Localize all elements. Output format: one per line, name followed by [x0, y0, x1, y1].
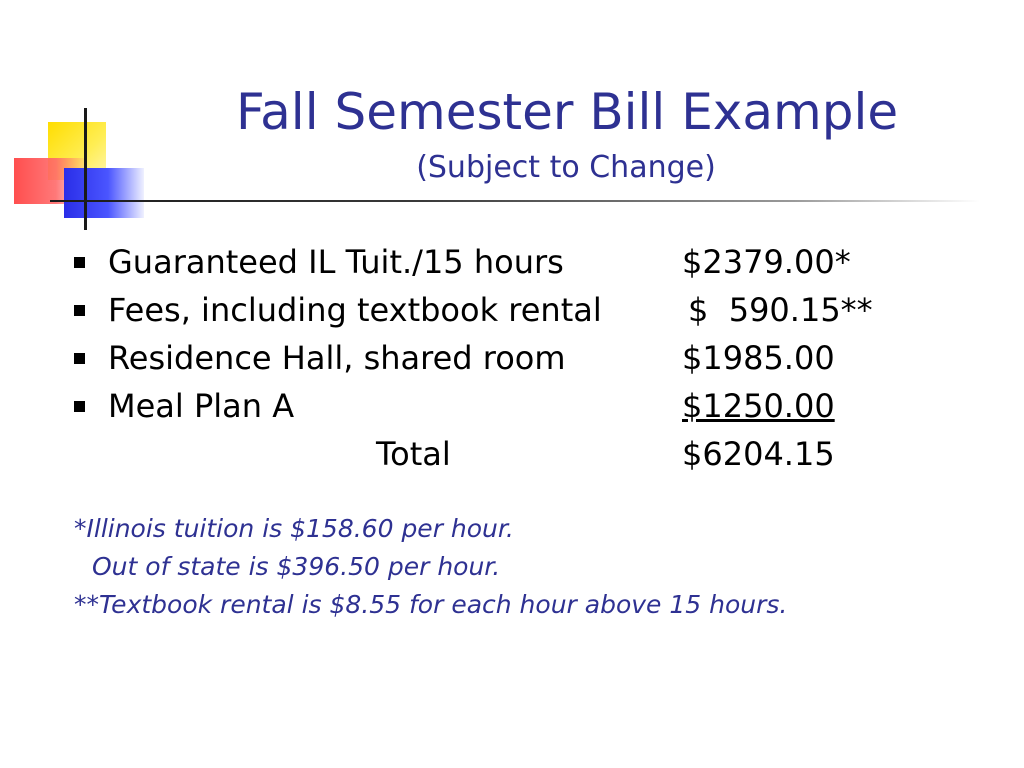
- blue-square-decoration: [64, 168, 144, 218]
- bill-total-row: [70, 430, 970, 478]
- bill-item-meal-plan: [70, 382, 970, 430]
- footnotes: [74, 510, 954, 624]
- slide-title: Fall Semester Bill Example: [236, 83, 899, 141]
- bill-item-amount: $ 590.15**: [688, 291, 873, 329]
- bill-item-amount: $1250.00: [682, 387, 835, 425]
- bill-item-amount: $2379.00*: [682, 243, 851, 281]
- bullet-icon: [74, 353, 85, 364]
- bill-item-amount: $1985.00: [682, 339, 835, 377]
- bill-item-label: Meal Plan A: [108, 387, 295, 425]
- bill-item-residence-hall: [70, 334, 970, 382]
- footnote-textbook-rental: **Textbook rental is $8.55 for each hour above 15 hours.: [74, 590, 788, 619]
- bullet-icon: [74, 257, 85, 268]
- total-label: Total: [376, 435, 451, 473]
- slide-subtitle: (Subject to Change): [416, 150, 716, 185]
- footnote-out-of-state: Out of state is $396.50 per hour.: [92, 552, 501, 581]
- bullet-icon: [74, 305, 85, 316]
- bill-item-label: Guaranteed IL Tuit./15 hours: [108, 243, 564, 281]
- bill-item-fees: [70, 286, 970, 334]
- bill-item-tuition: [70, 238, 970, 286]
- bill-items-list: [70, 238, 970, 478]
- total-amount: $6204.15: [682, 435, 835, 473]
- title-underline-rule: [50, 200, 980, 202]
- corner-decoration: [0, 0, 150, 240]
- vertical-rule: [84, 108, 87, 230]
- bill-item-label: Residence Hall, shared room: [108, 339, 566, 377]
- bill-item-label: Fees, including textbook rental: [108, 291, 602, 329]
- footnote-illinois-tuition: *Illinois tuition is $158.60 per hour.: [74, 514, 514, 543]
- bullet-icon: [74, 401, 85, 412]
